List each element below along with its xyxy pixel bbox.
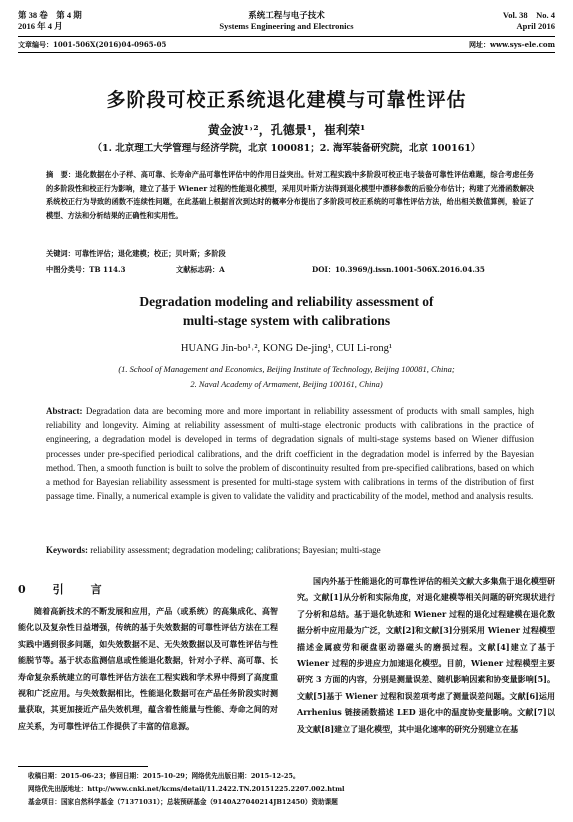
abstract-text: Degradation data are becoming more and more important in reliability assessment of products with small samples, high reliability and longevity. Aiming at reliability assessment of multi-stage electronic products with calibrations in the practice of engineering, a degradation model is developed in terms of degradation signals of multi-stage systems based on Wiener diffusion processes under pre-specified periodical calibrations, and the drift coefficient in the degradation model is inferred by the Bayesian method. Then, a smooth function is built to solve the problem of discontinuity resulted from pre-specified calibrations, based on which a method for Bayesian reliability assessment is presented for multi-stage system with calibrations in terms of the distribution of first passage time. Finally, a numerical example is given to validate the validity and practicability of the model, method and analysis results. xyxy=(46,406,534,502)
meta-rule xyxy=(18,52,555,53)
abstract-label: Abstract: xyxy=(46,406,83,416)
footnote-rule xyxy=(18,766,148,767)
journal-name: 系统工程与电子技术 Systems Engineering and Electronics xyxy=(219,10,354,31)
article-number: 文章编号：1001-506X(2016)04-0965-05 xyxy=(18,40,167,49)
authors-chinese: 黄金波¹˒²，孔德景¹，崔利荣¹ xyxy=(207,123,366,137)
issue-info: Vol. 38 No. 4 April 2016 xyxy=(502,10,555,31)
title-english: Degradation modeling and reliability assessment of multi-stage system with calibrations xyxy=(139,294,434,328)
title-chinese: 多阶段可校正系统退化建模与可靠性评估 xyxy=(106,89,467,111)
footnote-funding: 基金项目：国家自然科学基金（71371031）；总装预研基金（9140A27040214JB12450）资助课题 xyxy=(28,798,338,806)
keywords-english xyxy=(46,545,534,555)
affiliation-chinese: （1. 北京理工大学管理与经济学院，北京 100081；2. 海军装备研究院，北京 100161） xyxy=(92,143,481,154)
intro-left-column: 随着高新技术的不断发展和应用，产品（或系统）的高集成化、高智能化以及复杂性日益增强，传统的基于失效数据的可靠性评估方法在工程实践中遇到很多问题，如失效数据不足、无失效数据以及可靠性评估与性能脱节等。基于状态监测信息或性能退化数据，针对小子样、高可靠、长寿命复杂系统建立的可靠性评估方法在工程实践和学术界中得到了高度重视和广泛应用。与失效数据相比，性能退化数据可在产品任务阶段实时测量获取，其更加接近产品失效机理，蕴含着性能量与性能、寿命之间的对应关系，为可靠性评估工作提供了丰富的信息源。 xyxy=(18,606,278,731)
keywords-label: Keywords: xyxy=(46,545,88,555)
doi: DOI：10.3969/j.issn.1001-506X.2016.04.35 xyxy=(312,265,485,274)
intro-right-column: 国内外基于性能退化的可靠性评估的相关文献大多集焦于退化模型研究。文献[1]从分析和实际角度，对退化建模等相关问题的研究现状进行了分析和总结。基于退化轨迹和 Wiener 过程的退化过程建模在退化数据分析中应用最为广泛，文献[2]和文献[3]分别采用 Wiener 过程模型描述金属疲劳和硬盘驱动器磁头的磨损过程。文献[4]建立了基于 Wiener 过程的步进应力加速退化模型。目前，Wiener 过程模型主要研究 3 方面的内容，分别是测量误差、随机影响因素和协变量影响[5]。文献[5]基于 Wiener 过程和误差项考虑了测量误差问题。文献[6]运用 Arrhenius 链接函数描述 LED 退化中的温度协变量影响。文献[7]以及文献[8]建立了退化模型，其中退化速率的研究分别建立在基 xyxy=(297,576,555,734)
affiliation-english: (1. School of Management and Economics, Beijing Institute of Technology, Beijing 100081, China; 2. Naval Academy of Armament, Beijing 100161, China) xyxy=(118,364,455,389)
journal-website: 网址：www.sys-ele.com xyxy=(468,40,555,49)
header-rule xyxy=(18,36,555,37)
keywords-text: reliability assessment; degradation modeling; calibrations; Bayesian; multi-stage xyxy=(90,545,381,555)
keywords-chinese: 关键词：可靠性评估；退化建模；校正；贝叶斯；多阶段 xyxy=(46,249,226,258)
footnote-received: 收稿日期：2015-06-23；修回日期：2015-10-29；网络优先出版日期：2015-12-25。 xyxy=(28,772,300,780)
authors-english: HUANG Jin-bo¹˒², KONG De-jing¹, CUI Li-rong¹ xyxy=(180,343,393,354)
abstract-english xyxy=(46,404,534,503)
article-meta xyxy=(18,40,555,50)
footnote-online: 网络优先出版地址：http://www.cnki.net/kcms/detail/11.2422.TN.20151225.2207.002.html xyxy=(28,785,345,793)
document-code: 文献标志码：A xyxy=(176,265,225,274)
clc-number: 中图分类号：TB 114.3 xyxy=(46,265,126,274)
section-heading: 0 引 言 xyxy=(18,583,110,596)
volume-info: 第 38 卷 第 4 期 2016 年 4 月 xyxy=(18,10,82,31)
abstract-chinese: 摘 要：退化数据在小子样、高可靠、长寿命产品可靠性评估中的作用日益突出。针对工程实践中多阶段可校正电子装备可靠性评估难题，综合考虑任务的多阶段性和校正行为影响，建立了基于 Wiener 过程的性能退化模型，采用贝叶斯方法得到退化模型中漂移参数的后验分布估计；构建了光滑函数解决系统校正行为导致的函数不连续性问题，在此基础上根据首次到达时的概率分布提出了多阶段可校正系统的可靠性评估方法，给出相关数值算例，验证了模型、方法和分析结果的正确性和实用性。 xyxy=(46,170,534,220)
